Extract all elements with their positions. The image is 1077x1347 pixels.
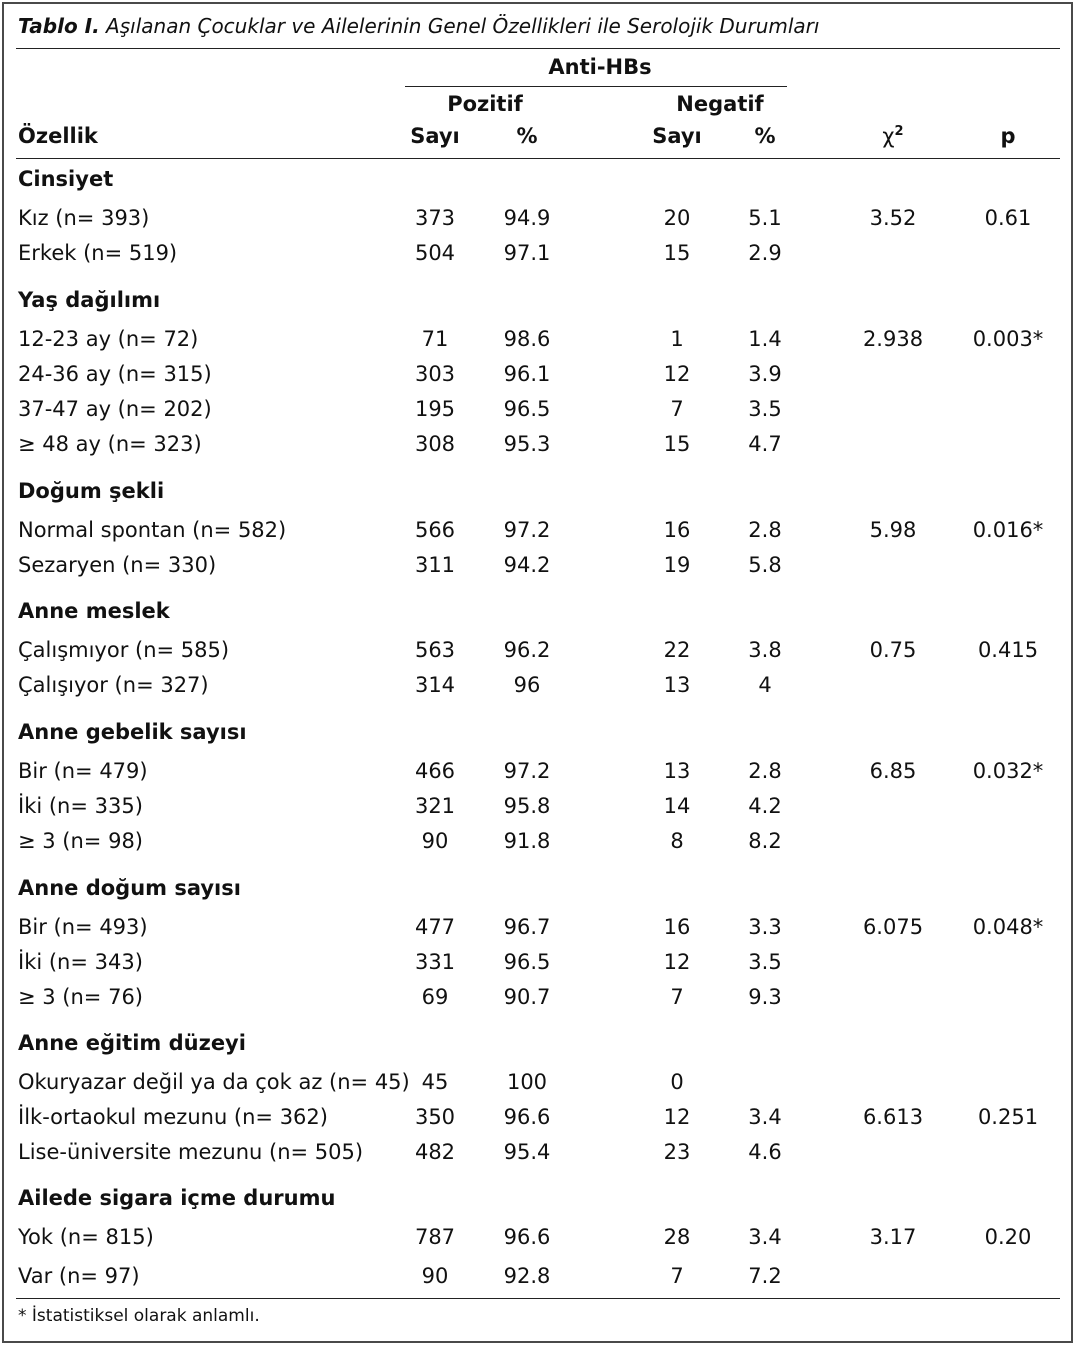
- positive-count-cell: 350: [414, 1105, 456, 1129]
- negative-count-cell: 7: [670, 1264, 684, 1288]
- negative-percent-cell: 5.8: [748, 553, 782, 577]
- negative-count-cell: 0: [670, 1070, 684, 1094]
- negative-count-cell: 13: [663, 673, 691, 697]
- row-label: 37-47 ay (n= 202): [18, 397, 212, 421]
- positive-percent-cell: 96.5: [503, 950, 551, 974]
- negative-count-cell: 12: [663, 362, 691, 386]
- negative-count-cell: 22: [663, 638, 691, 662]
- negative-percent-cell: 3.4: [748, 1225, 782, 1249]
- positive-percent-cell: 90.7: [503, 985, 551, 1009]
- positive-header: Pozitif: [447, 92, 523, 116]
- row-label: 12-23 ay (n= 72): [18, 327, 199, 351]
- feature-header: Özellik: [18, 124, 98, 148]
- chi-superscript: 2: [894, 124, 904, 139]
- p-header: p: [1000, 124, 1016, 148]
- top-rule: [16, 48, 1060, 49]
- positive-count-cell: 311: [414, 553, 456, 577]
- pos-count-header: Sayı: [410, 124, 460, 148]
- negative-count-cell: 12: [663, 950, 691, 974]
- positive-count-cell: 45: [421, 1070, 449, 1094]
- row-label: Var (n= 97): [18, 1264, 140, 1288]
- positive-percent-cell: 96.2: [503, 638, 551, 662]
- positive-percent-cell: 97.2: [503, 518, 551, 542]
- p-value-cell: 0.032*: [972, 759, 1044, 783]
- negative-count-cell: 7: [670, 397, 684, 421]
- positive-count-cell: 90: [421, 1264, 449, 1288]
- negative-percent-cell: 8.2: [748, 829, 782, 853]
- positive-count-cell: 303: [414, 362, 456, 386]
- positive-percent-cell: 100: [506, 1070, 548, 1094]
- row-label: Bir (n= 479): [18, 759, 148, 783]
- row-label: ≥ 48 ay (n= 323): [18, 432, 202, 456]
- negative-count-cell: 16: [663, 915, 691, 939]
- positive-count-cell: 331: [414, 950, 456, 974]
- negative-percent-cell: 3.4: [748, 1105, 782, 1129]
- footnote: * İstatistiksel olarak anlamlı.: [18, 1306, 260, 1326]
- bottom-rule: [16, 1298, 1060, 1299]
- p-value-cell: 0.415: [977, 638, 1039, 662]
- positive-percent-cell: 96: [513, 673, 541, 697]
- row-label: İki (n= 335): [18, 794, 143, 818]
- row-label: Çalışıyor (n= 327): [18, 673, 209, 697]
- positive-percent-cell: 96.1: [503, 362, 551, 386]
- caption-title: Aşılanan Çocuklar ve Ailelerinin Genel Özellikleri ile Serolojik Durumları: [106, 14, 820, 38]
- positive-percent-cell: 96.6: [503, 1105, 551, 1129]
- positive-count-cell: 314: [414, 673, 456, 697]
- p-value-cell: 0.003*: [972, 327, 1044, 351]
- positive-percent-cell: 96.7: [503, 915, 551, 939]
- positive-percent-cell: 97.2: [503, 759, 551, 783]
- positive-count-cell: 308: [414, 432, 456, 456]
- chi-square-cell: 6.613: [862, 1105, 924, 1129]
- negative-count-cell: 16: [663, 518, 691, 542]
- positive-percent-cell: 98.6: [503, 327, 551, 351]
- negative-count-cell: 15: [663, 432, 691, 456]
- neg-pct-header: %: [754, 124, 776, 148]
- row-label: Okuryazar değil ya da çok az (n= 45): [18, 1070, 410, 1094]
- positive-percent-cell: 95.3: [503, 432, 551, 456]
- positive-count-cell: 195: [414, 397, 456, 421]
- anti-hbs-rule: [405, 86, 787, 87]
- section-title: Doğum şekli: [18, 479, 165, 503]
- negative-count-cell: 19: [663, 553, 691, 577]
- chi-square-cell: 6.85: [869, 759, 917, 783]
- negative-percent-cell: 1.4: [748, 327, 782, 351]
- negative-count-cell: 20: [663, 206, 691, 230]
- positive-percent-cell: 96.5: [503, 397, 551, 421]
- chi-square-header: [843, 123, 943, 149]
- negative-count-cell: 13: [663, 759, 691, 783]
- negative-count-cell: 14: [663, 794, 691, 818]
- negative-percent-cell: 4: [758, 673, 772, 697]
- positive-percent-cell: 94.2: [503, 553, 551, 577]
- negative-percent-cell: 5.1: [748, 206, 782, 230]
- negative-percent-cell: 2.8: [748, 518, 782, 542]
- neg-count-header: Sayı: [652, 124, 702, 148]
- row-label: Kız (n= 393): [18, 206, 150, 230]
- row-label: Bir (n= 493): [18, 915, 148, 939]
- p-value-cell: 0.61: [984, 206, 1032, 230]
- group-header: Anti-HBs: [548, 55, 652, 79]
- positive-percent-cell: 91.8: [503, 829, 551, 853]
- chi-symbol: χ: [882, 124, 895, 148]
- p-value-cell: 0.016*: [972, 518, 1044, 542]
- negative-percent-cell: 2.8: [748, 759, 782, 783]
- row-label: ≥ 3 (n= 76): [18, 985, 143, 1009]
- row-label: İki (n= 343): [18, 950, 143, 974]
- negative-percent-cell: 3.5: [748, 397, 782, 421]
- row-label: İlk-ortaokul mezunu (n= 362): [18, 1105, 328, 1129]
- row-label: Erkek (n= 519): [18, 241, 178, 265]
- section-title: Cinsiyet: [18, 167, 114, 191]
- section-title: Anne doğum sayısı: [18, 876, 241, 900]
- positive-percent-cell: 95.4: [503, 1140, 551, 1164]
- row-label: Çalışmıyor (n= 585): [18, 638, 230, 662]
- negative-percent-cell: 4.7: [748, 432, 782, 456]
- row-label: Yok (n= 815): [18, 1225, 154, 1249]
- negative-percent-cell: 3.3: [748, 915, 782, 939]
- negative-count-cell: 28: [663, 1225, 691, 1249]
- chi-square-cell: 0.75: [869, 638, 917, 662]
- negative-count-cell: 15: [663, 241, 691, 265]
- chi-square-cell: 3.52: [869, 206, 917, 230]
- row-label: 24-36 ay (n= 315): [18, 362, 212, 386]
- header-rule: [16, 158, 1060, 159]
- negative-percent-cell: 3.5: [748, 950, 782, 974]
- section-title: Anne meslek: [18, 599, 170, 623]
- positive-percent-cell: 95.8: [503, 794, 551, 818]
- positive-count-cell: 69: [421, 985, 449, 1009]
- negative-percent-cell: 3.9: [748, 362, 782, 386]
- chi-square-cell: 2.938: [862, 327, 924, 351]
- negative-percent-cell: 3.8: [748, 638, 782, 662]
- chi-square-cell: 6.075: [862, 915, 924, 939]
- p-value-cell: 0.251: [977, 1105, 1039, 1129]
- negative-percent-cell: 4.6: [748, 1140, 782, 1164]
- positive-percent-cell: 97.1: [503, 241, 551, 265]
- p-value-cell: 0.20: [984, 1225, 1032, 1249]
- row-label: Lise-üniversite mezunu (n= 505): [18, 1140, 364, 1164]
- positive-count-cell: 321: [414, 794, 456, 818]
- negative-count-cell: 8: [670, 829, 684, 853]
- row-label: Normal spontan (n= 582): [18, 518, 287, 542]
- negative-percent-cell: 7.2: [748, 1264, 782, 1288]
- negative-count-cell: 12: [663, 1105, 691, 1129]
- section-title: Anne eğitim düzeyi: [18, 1031, 246, 1055]
- p-value-cell: 0.048*: [972, 915, 1044, 939]
- positive-count-cell: 504: [414, 241, 456, 265]
- positive-count-cell: 477: [414, 915, 456, 939]
- section-title: Ailede sigara içme durumu: [18, 1186, 336, 1210]
- negative-count-cell: 7: [670, 985, 684, 1009]
- table-caption: [18, 14, 819, 38]
- negative-percent-cell: 2.9: [748, 241, 782, 265]
- positive-count-cell: 563: [414, 638, 456, 662]
- row-label: Sezaryen (n= 330): [18, 553, 217, 577]
- positive-count-cell: 90: [421, 829, 449, 853]
- chi-square-cell: 3.17: [869, 1225, 917, 1249]
- positive-count-cell: 466: [414, 759, 456, 783]
- caption-label: Tablo I.: [18, 14, 100, 38]
- negative-count-cell: 23: [663, 1140, 691, 1164]
- positive-percent-cell: 96.6: [503, 1225, 551, 1249]
- negative-count-cell: 1: [670, 327, 684, 351]
- positive-count-cell: 482: [414, 1140, 456, 1164]
- negative-percent-cell: 9.3: [748, 985, 782, 1009]
- positive-count-cell: 373: [414, 206, 456, 230]
- negative-header: Negatif: [676, 92, 764, 116]
- positive-count-cell: 566: [414, 518, 456, 542]
- section-title: Yaş dağılımı: [18, 288, 161, 312]
- positive-count-cell: 787: [414, 1225, 456, 1249]
- negative-percent-cell: 4.2: [748, 794, 782, 818]
- positive-percent-cell: 92.8: [503, 1264, 551, 1288]
- positive-count-cell: 71: [421, 327, 449, 351]
- positive-percent-cell: 94.9: [503, 206, 551, 230]
- pos-pct-header: %: [516, 124, 538, 148]
- row-label: ≥ 3 (n= 98): [18, 829, 143, 853]
- chi-square-cell: 5.98: [869, 518, 917, 542]
- section-title: Anne gebelik sayısı: [18, 720, 247, 744]
